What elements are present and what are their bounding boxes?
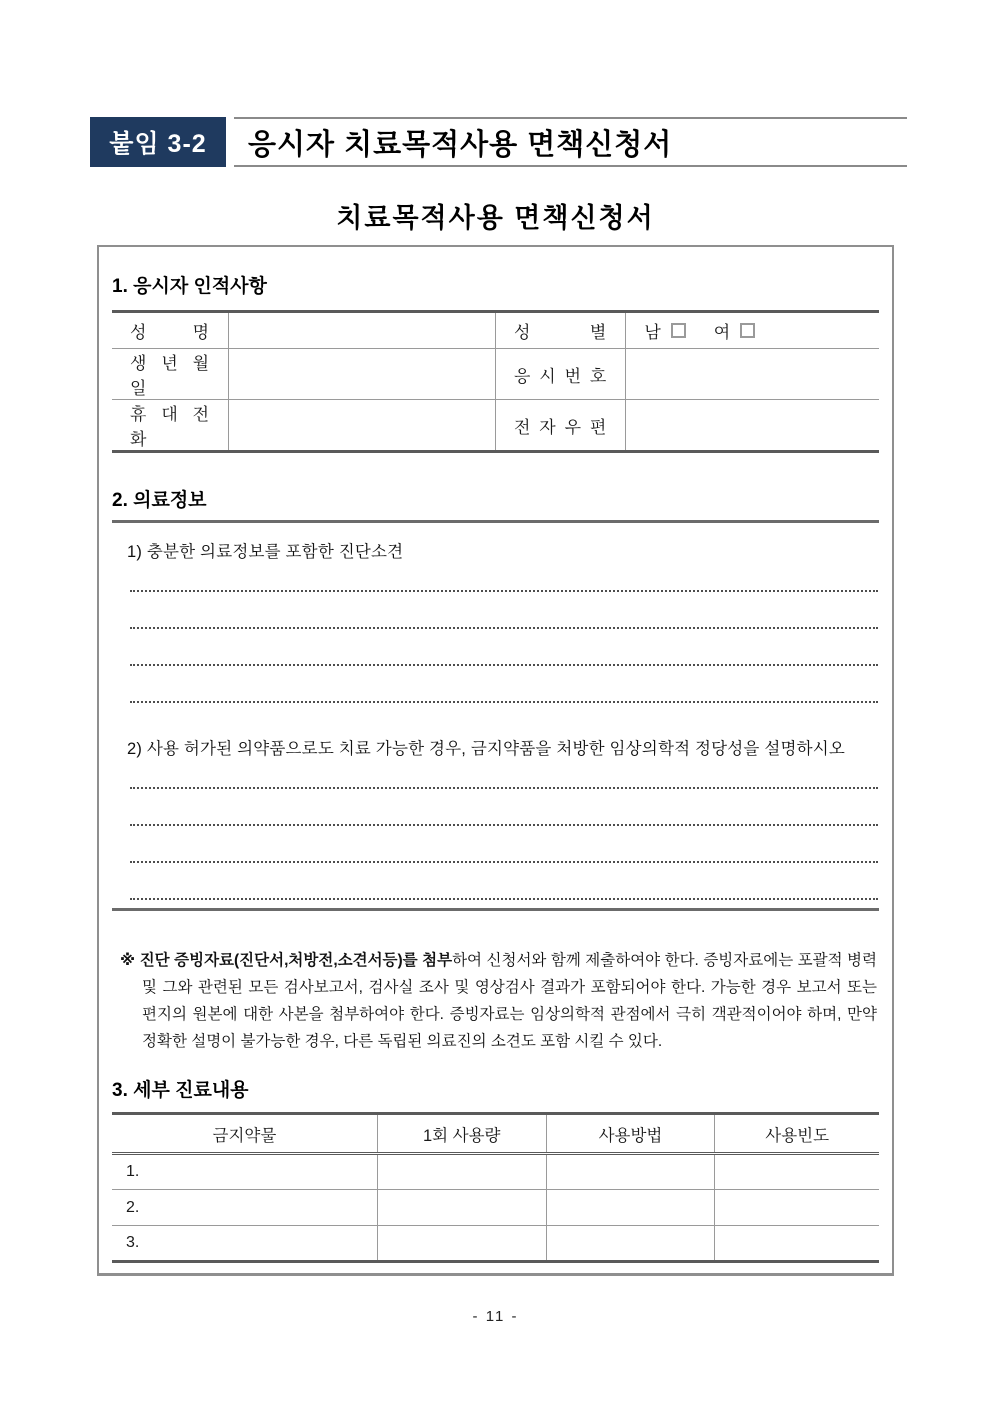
method-cell — [546, 1154, 715, 1190]
section3-heading: 3. 세부 진료내용 — [112, 1080, 249, 1101]
col-usage-frequency: 사용빈도 — [715, 1114, 879, 1154]
col-dose-per-use: 1회 사용량 — [377, 1114, 546, 1154]
writing-line — [130, 863, 878, 900]
dose-cell — [377, 1154, 546, 1190]
personal-info-table — [112, 310, 879, 453]
section2-heading: 2. 의료정보 — [112, 490, 207, 511]
col-usage-method: 사용방법 — [546, 1114, 715, 1154]
writing-line — [130, 629, 878, 666]
email-field — [626, 400, 879, 452]
gender-male-label: 남 — [644, 323, 661, 342]
question-1: 1) 충분한 의료정보를 포함한 진단소견 — [127, 543, 404, 561]
gender-female-checkbox[interactable] — [740, 323, 755, 338]
section1-heading: 1. 응시자 인적사항 — [112, 276, 267, 297]
dose-cell — [377, 1190, 546, 1226]
page-number: - 11 - — [472, 1308, 519, 1325]
name-label: 성 명 — [130, 323, 211, 342]
name-field — [229, 312, 496, 349]
birthdate-field — [229, 349, 496, 400]
gender-male-checkbox[interactable] — [671, 323, 686, 338]
section2-rule — [112, 520, 879, 523]
gender-female-label: 여 — [713, 323, 731, 342]
writing-line — [130, 759, 878, 789]
answer-lines-2 — [130, 759, 878, 900]
writing-line — [130, 789, 878, 826]
document-title: 치료목적사용 면책신청서 — [336, 203, 655, 233]
birthdate-label: 생 년 월 일 — [130, 354, 211, 398]
table-row — [112, 312, 879, 349]
email-label: 전 자 우 편 — [513, 417, 608, 437]
evidence-note-text: 하여 신청서와 함께 제출하여야 한다. 증빙자료에는 포괄적 병력 및 그와 관련된 모든 검사보고서, 검사실 조사 및 영상검사 결과가 포함되어야 한다. 가능한 경우 보고서 또는 편지의 원본에 대한 사본을 첨부하여야 한다. 증빙자료는 임상의학적 관점에서 극히 객관적이어야 하며, 만약 정확한 설명이 불가능한 경우, 다른 독립된 의료진의 소견도 포함 시킬 수 있다. — [142, 952, 877, 1050]
writing-line — [130, 666, 878, 703]
exam-number-label: 응 시 번 호 — [513, 366, 608, 386]
form-body — [97, 245, 894, 1276]
gender-label: 성 별 — [513, 323, 608, 342]
frequency-cell — [715, 1154, 879, 1190]
answer-lines-1 — [130, 562, 878, 703]
method-cell — [546, 1226, 715, 1262]
attachment-badge: 붙임 3-2 — [90, 117, 226, 167]
question-2: 2) 사용 허가된 의약품으로도 치료 가능한 경우, 금지약품을 처방한 임상의학적 정당성을 설명하시오 — [127, 740, 846, 758]
table-header-row — [112, 1114, 879, 1154]
writing-line — [130, 562, 878, 592]
writing-line — [130, 592, 878, 629]
section2-end-rule — [112, 908, 879, 911]
mobile-field — [229, 400, 496, 452]
mobile-label: 휴 대 전 화 — [130, 405, 211, 449]
frequency-cell — [715, 1190, 879, 1226]
evidence-note — [120, 947, 877, 1055]
table-row — [112, 1190, 879, 1226]
frequency-cell — [715, 1226, 879, 1262]
attachment-title: 응시자 치료목적사용 면책신청서 — [234, 117, 907, 167]
dose-cell — [377, 1226, 546, 1262]
table-row — [112, 349, 879, 400]
table-row — [112, 1154, 879, 1190]
writing-line — [130, 826, 878, 863]
row-number: 2. — [112, 1190, 377, 1226]
row-number: 1. — [112, 1154, 377, 1190]
table-row — [112, 1226, 879, 1262]
col-prohibited-drug: 금지약물 — [112, 1114, 377, 1154]
treatment-detail-table — [112, 1112, 879, 1263]
evidence-note-bold: ※ 진단 증빙자료(진단서,처방전,소견서등)를 첨부 — [120, 952, 453, 969]
attachment-header — [90, 117, 907, 167]
row-number: 3. — [126, 1234, 140, 1251]
exam-number-field — [626, 349, 879, 400]
gender-field — [638, 318, 867, 343]
table-row — [112, 400, 879, 452]
method-cell — [546, 1190, 715, 1226]
